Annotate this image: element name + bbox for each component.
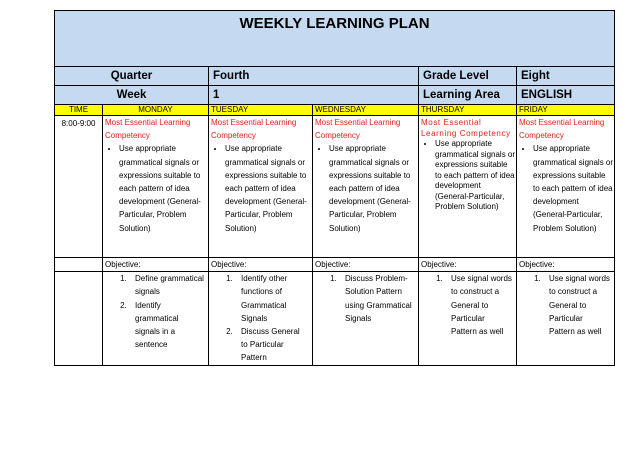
objective-item: 1. Use signal words to construct a General to Particular Pattern as well xyxy=(543,272,610,338)
competency-bullet: • Use appropriate grammatical signals or expressions suitable to each pattern of idea development (General-Particular, Problem Solution) xyxy=(225,142,312,234)
objective-label: Objective: xyxy=(517,258,615,272)
competency-label: Most Essential Learning Competency xyxy=(211,118,297,141)
weekly-learning-plan-table xyxy=(54,10,615,366)
title-cell xyxy=(55,11,615,67)
objective-item: 2. Identify grammatical signals in a sentence xyxy=(129,299,204,352)
page-title: WEEKLY LEARNING PLAN xyxy=(239,15,430,32)
empty-time-cell xyxy=(55,258,103,272)
monday-competency xyxy=(103,116,209,258)
objective-label: Objective: xyxy=(103,258,209,272)
competency-bullet: • Use appropriate grammatical signals or expressions suitable to each pattern of idea development (General-Particular, Problem Solution) xyxy=(435,139,516,213)
grade-label: Grade Level xyxy=(419,67,517,86)
header-friday: FRIDAY xyxy=(517,105,615,116)
thursday-objectives xyxy=(419,272,517,365)
friday-objectives xyxy=(517,272,615,365)
monday-objectives xyxy=(103,272,209,365)
objective-item: 2. Discuss General to Particular Pattern xyxy=(235,325,308,365)
thursday-competency xyxy=(419,116,517,258)
grade-value: Eight xyxy=(517,67,615,86)
objective-item: 1. Define grammatical signals xyxy=(129,272,204,298)
competency-label: Most Essential Learning Competency xyxy=(519,118,605,141)
day-header-row xyxy=(55,105,615,116)
objectives-row xyxy=(55,272,615,365)
objective-label: Objective: xyxy=(209,258,313,272)
objective-label: Objective: xyxy=(419,258,517,272)
header-time: TIME xyxy=(55,105,103,116)
tuesday-competency xyxy=(209,116,313,258)
competency-label: Most Essential Learning Competency xyxy=(315,118,401,141)
week-value: 1 xyxy=(209,86,419,105)
week-label: Week xyxy=(55,86,209,105)
tuesday-objectives xyxy=(209,272,313,365)
time-cell: 8:00-9:00 xyxy=(55,116,103,258)
objective-label-row xyxy=(55,258,615,272)
competency-label: Most Essential Learning Competency xyxy=(421,118,511,138)
area-value: ENGLISH xyxy=(517,86,615,105)
header-tuesday: TUESDAY xyxy=(209,105,313,116)
competency-row xyxy=(55,116,615,258)
wednesday-objectives xyxy=(313,272,419,365)
area-label: Learning Area xyxy=(419,86,517,105)
objective-item: 1. Identify other functions of Grammatical Signals xyxy=(235,272,308,325)
header-thursday: THURSDAY xyxy=(419,105,517,116)
quarter-value: Fourth xyxy=(209,67,419,86)
objective-item: 1. Discuss Problem-Solution Pattern using Grammatical Signals xyxy=(339,272,414,325)
competency-label: Most Essential Learning Competency xyxy=(105,118,191,141)
info-row-quarter xyxy=(55,67,615,86)
wednesday-competency xyxy=(313,116,419,258)
header-wednesday: WEDNESDAY xyxy=(313,105,419,116)
competency-bullet: • Use appropriate grammatical signals or expressions suitable to each pattern of idea development (General-Particular, Problem Solution) xyxy=(533,142,614,234)
header-monday: MONDAY xyxy=(103,105,209,116)
objective-item: 1. Use signal words to construct a General to Particular Pattern as well xyxy=(445,272,512,338)
competency-bullet: • Use appropriate grammatical signals or expressions suitable to each pattern of idea development (General-Particular, Problem Solution) xyxy=(119,142,208,234)
empty-time-cell xyxy=(55,272,103,365)
info-row-week xyxy=(55,86,615,105)
competency-bullet: • Use appropriate grammatical signals or expressions suitable to each pattern of idea development (General-Particular, Problem Solution) xyxy=(329,142,418,234)
friday-competency xyxy=(517,116,615,258)
objective-label: Objective: xyxy=(313,258,419,272)
quarter-label: Quarter xyxy=(55,67,209,86)
